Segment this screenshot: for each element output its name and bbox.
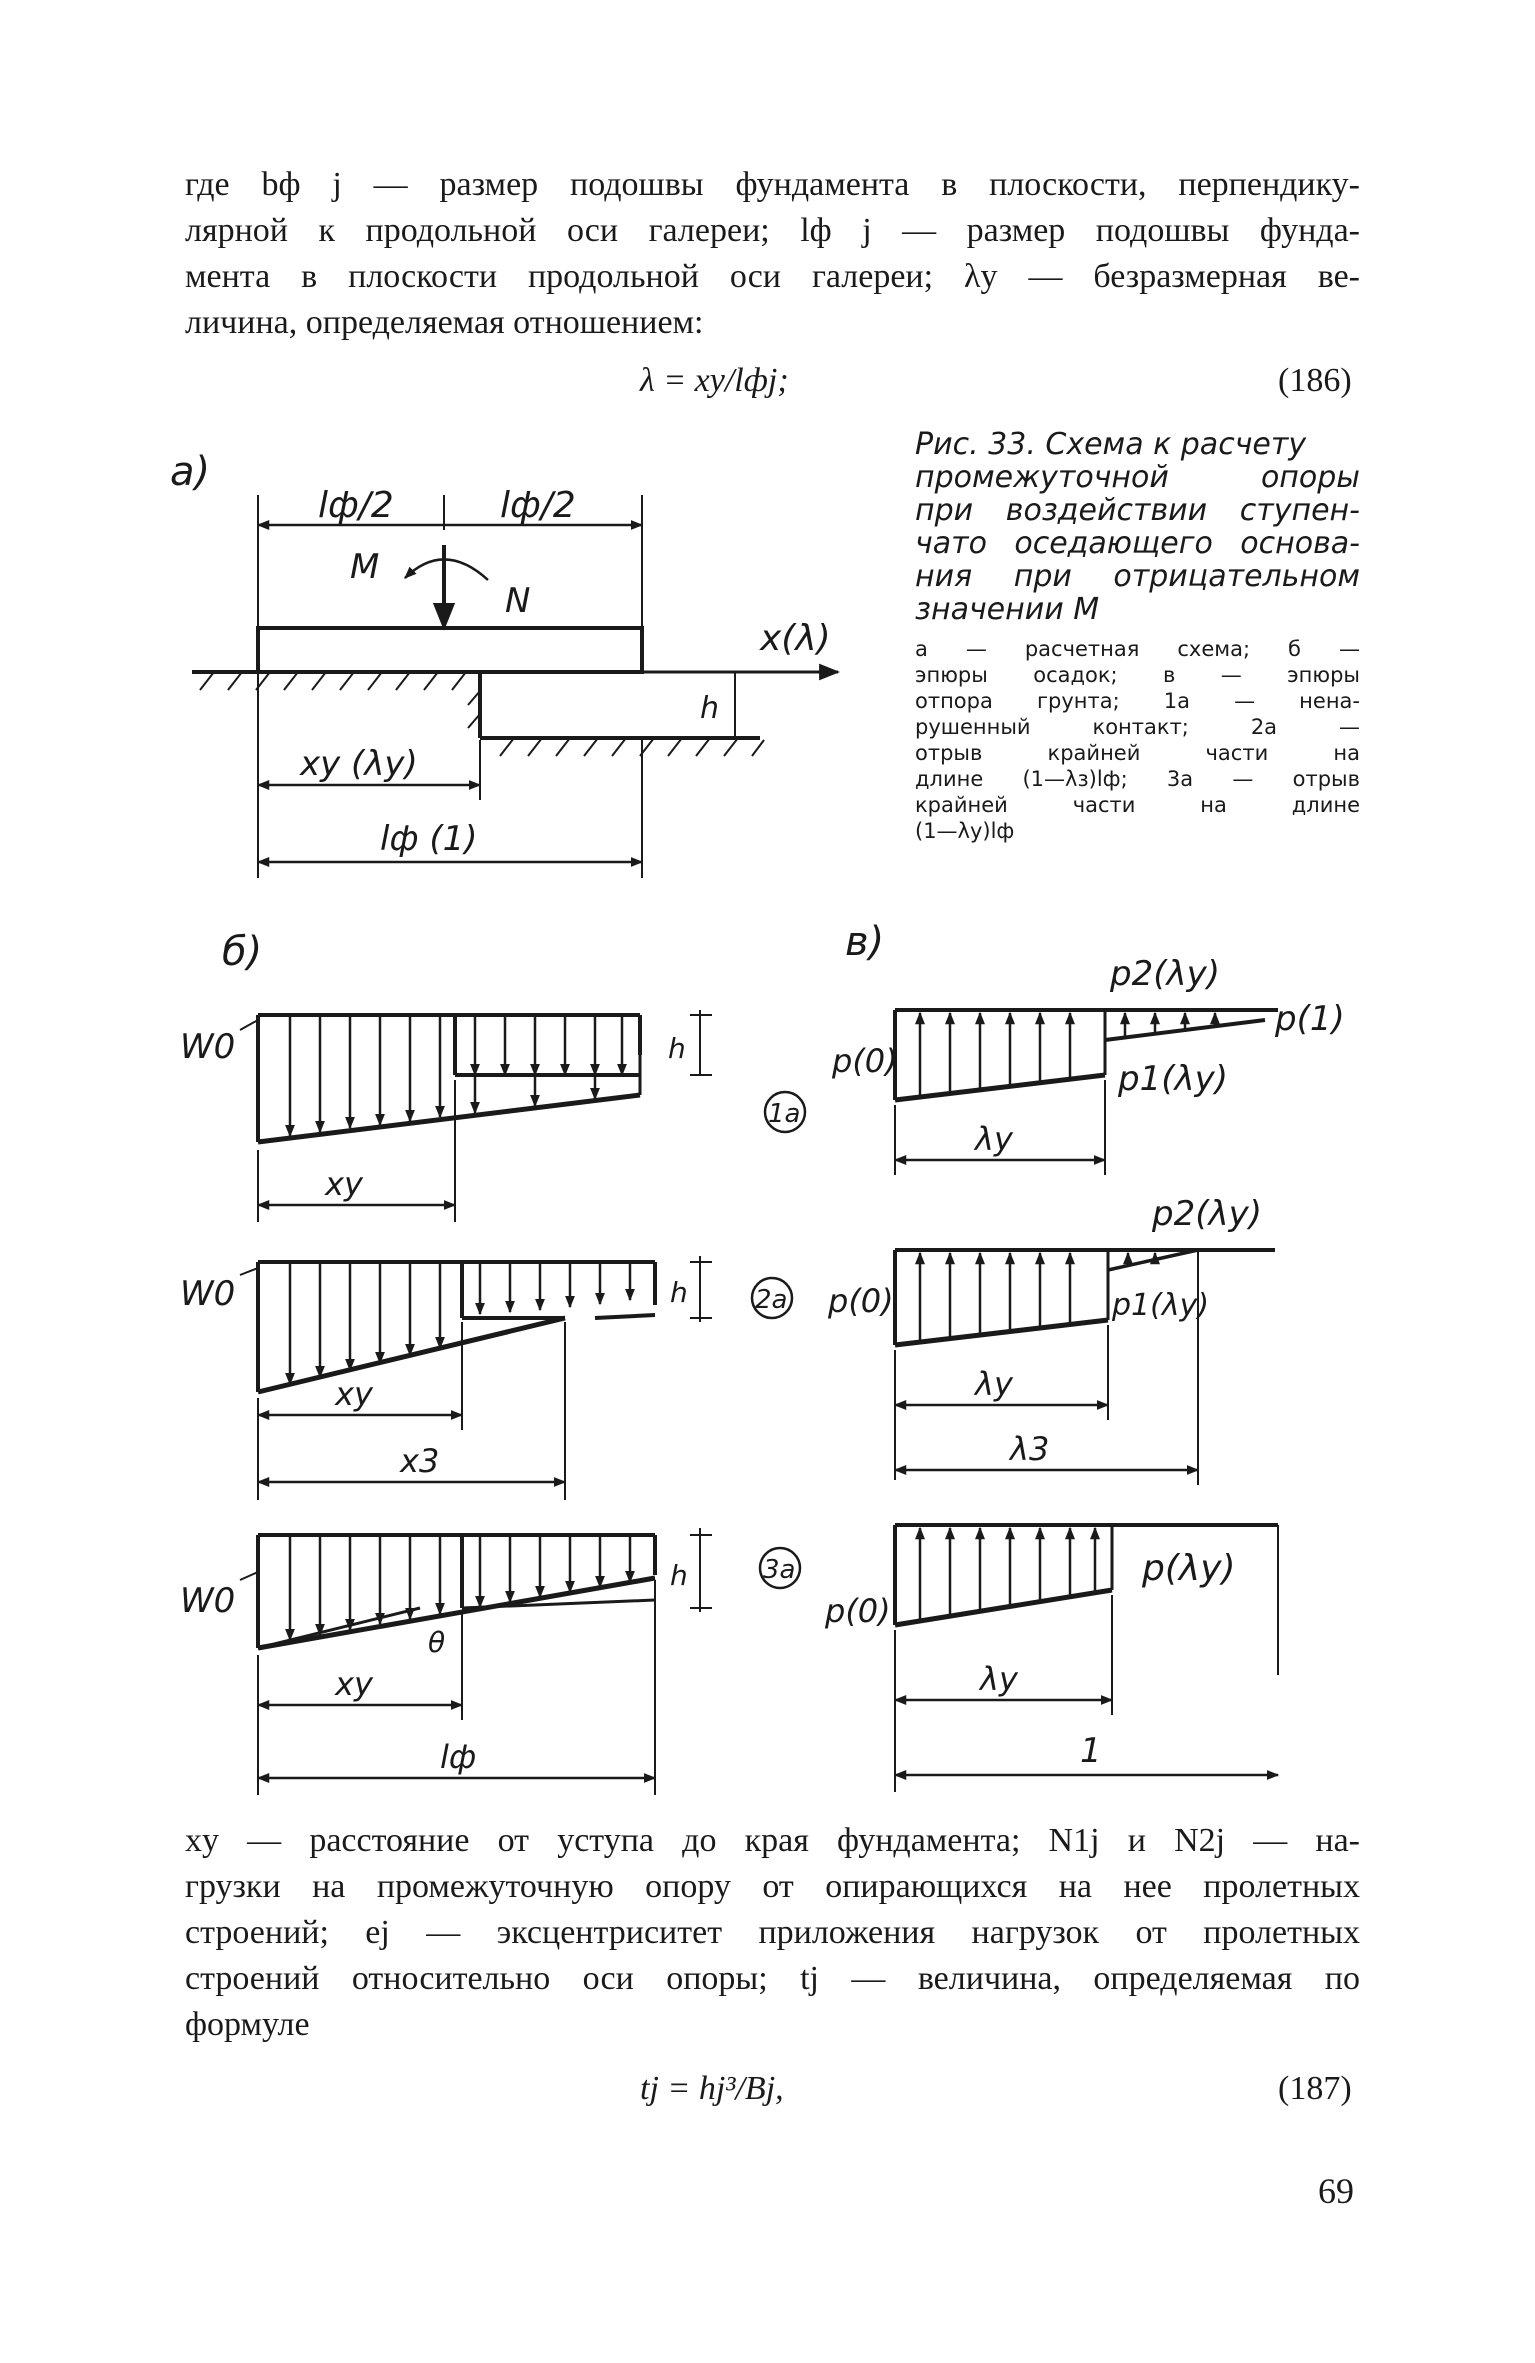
w0-label-1: W0	[180, 1027, 236, 1067]
p-ly-label: p(λу)	[1142, 1548, 1236, 1589]
caption-body-line-4: рушенный контакт; 2а —	[915, 715, 1360, 739]
xy-label-2: xу	[335, 1375, 373, 1413]
caption-title-line-4: чато оседающего основа-	[915, 526, 1360, 561]
h-label-2: h	[670, 1276, 688, 1309]
panel-b-settlement	[180, 929, 712, 1795]
lf-label: lф	[440, 1738, 477, 1776]
outro-line-5: формуле	[185, 2006, 310, 2043]
l3-label: λ3	[1010, 1430, 1050, 1468]
caption-body-line-3: отпора грунта; 1а — нена-	[915, 689, 1360, 713]
p0-label-3: p(0)	[825, 1592, 891, 1630]
p1-label-1: p1(λу)	[1118, 1059, 1228, 1099]
panel-v-reaction	[824, 919, 1345, 1792]
settlement-row-3a	[180, 1528, 712, 1795]
panel-a-scheme	[170, 449, 838, 878]
h-label-1: h	[668, 1032, 686, 1065]
caption-body-line-8: (1—λу)lф	[915, 819, 1015, 843]
case-1a-label: 1а	[768, 1099, 801, 1129]
case-2a-label: 2а	[755, 1285, 788, 1315]
caption-title-line-2: промежуточной опоры	[915, 460, 1360, 495]
h-label-3: h	[670, 1559, 688, 1592]
caption-body-line-5: отрыв крайней части на	[915, 741, 1360, 765]
moment-arc	[405, 559, 488, 580]
outro-line-4: строений относительно оси опоры; tj — величина, определяемая по	[185, 1960, 1360, 1997]
ly-label-1: λу	[975, 1120, 1013, 1158]
outro-paragraph	[185, 1818, 1360, 2048]
caption-title-line-5: ния при отрицательном	[915, 559, 1360, 594]
p2-label-2: p2(λу)	[1152, 1194, 1262, 1234]
w0-label-3: W0	[180, 1581, 236, 1621]
equation-number-187: (187)	[1278, 2070, 1352, 2107]
theta-label: θ	[428, 1626, 446, 1659]
xy-label-3: xу	[335, 1665, 373, 1703]
xy-label-1: xу	[325, 1165, 363, 1203]
p1-label-2: p1(λу)	[1112, 1288, 1210, 1323]
one-label: 1	[1080, 1731, 1102, 1771]
formula-186: λ = xу/lфj;	[640, 362, 789, 399]
panel-v-label: в)	[845, 919, 885, 965]
caption-title-line-6: значении M	[915, 592, 1100, 627]
settlement-row-1a	[180, 1010, 712, 1222]
caption-body-line-1: а — расчетная схема; б —	[915, 637, 1360, 661]
p0-label-1: p(0)	[832, 1042, 898, 1080]
moment-label: M	[350, 547, 380, 587]
intro-line-1: где bф j — размер подошвы фундамента в плоскости, перпендику-	[185, 166, 1360, 203]
outro-line-1: xу — расстояние от уступа до края фундамента; N1j и N2j — на-	[185, 1822, 1360, 1859]
intro-line-3: мента в плоскости продольной оси галереи; λу — безразмерная ве-	[185, 258, 1360, 295]
outro-line-2: грузки на промежуточную опору от опирающихся на нее пролетных	[185, 1868, 1360, 1905]
w0-label-2: W0	[180, 1274, 236, 1314]
caption-body-line-6: длине (1—λз)lф; 3а — отрыв	[915, 767, 1360, 791]
reaction-row-2a	[827, 1194, 1275, 1485]
intro-line-4: личина, определяемая отношением:	[185, 304, 704, 341]
step-label: h	[700, 691, 720, 726]
p2-label-1: p2(λу)	[1110, 954, 1220, 994]
reaction-row-3a	[824, 1525, 1278, 1792]
caption-title-line-3: при воздействии ступен-	[915, 493, 1360, 528]
dim-half-right: lф/2	[500, 485, 576, 526]
case-labels	[752, 1092, 805, 1588]
reaction-row-1a	[831, 954, 1345, 1175]
p0-label-2: p(0)	[828, 1282, 894, 1320]
caption-body-line-2: эпюры осадок; в — эпюры	[915, 663, 1360, 687]
foundation	[258, 628, 642, 672]
caption-title-line-1: Рис. 33. Схема к расчету	[915, 427, 1307, 462]
dim-half-left: lф/2	[318, 485, 394, 526]
p1-end-label: p(1)	[1275, 999, 1345, 1039]
dim-total-label: lф (1)	[380, 819, 478, 859]
outro-line-3: строений; ej — эксцентриситет приложения нагрузок от пролетных	[185, 1914, 1360, 1951]
ly-label-2: λу	[975, 1365, 1013, 1403]
dim-xy-label: xу (λу)	[300, 744, 418, 784]
case-3a-label: 3а	[763, 1555, 796, 1585]
hatch-upper	[200, 672, 466, 690]
intro-line-2: лярной к продольной оси галереи; lф j — размер подошвы фунда-	[185, 212, 1360, 249]
x-axis-label: x(λ)	[760, 618, 831, 659]
ly-label-3: λу	[980, 1660, 1018, 1698]
settlement-row-2a	[180, 1256, 712, 1500]
caption-body-line-7: крайней части на длине	[915, 793, 1360, 817]
x3-label: x3	[400, 1442, 440, 1480]
hatch-lower	[500, 738, 764, 756]
equation-number-186: (186)	[1278, 362, 1352, 399]
page-number: 69	[1318, 2171, 1354, 2211]
formula-187: tj = hj³/Bj,	[640, 2070, 784, 2107]
force-label: N	[505, 581, 531, 621]
panel-b-label: б)	[222, 929, 263, 975]
panel-a-label: а)	[170, 449, 211, 495]
